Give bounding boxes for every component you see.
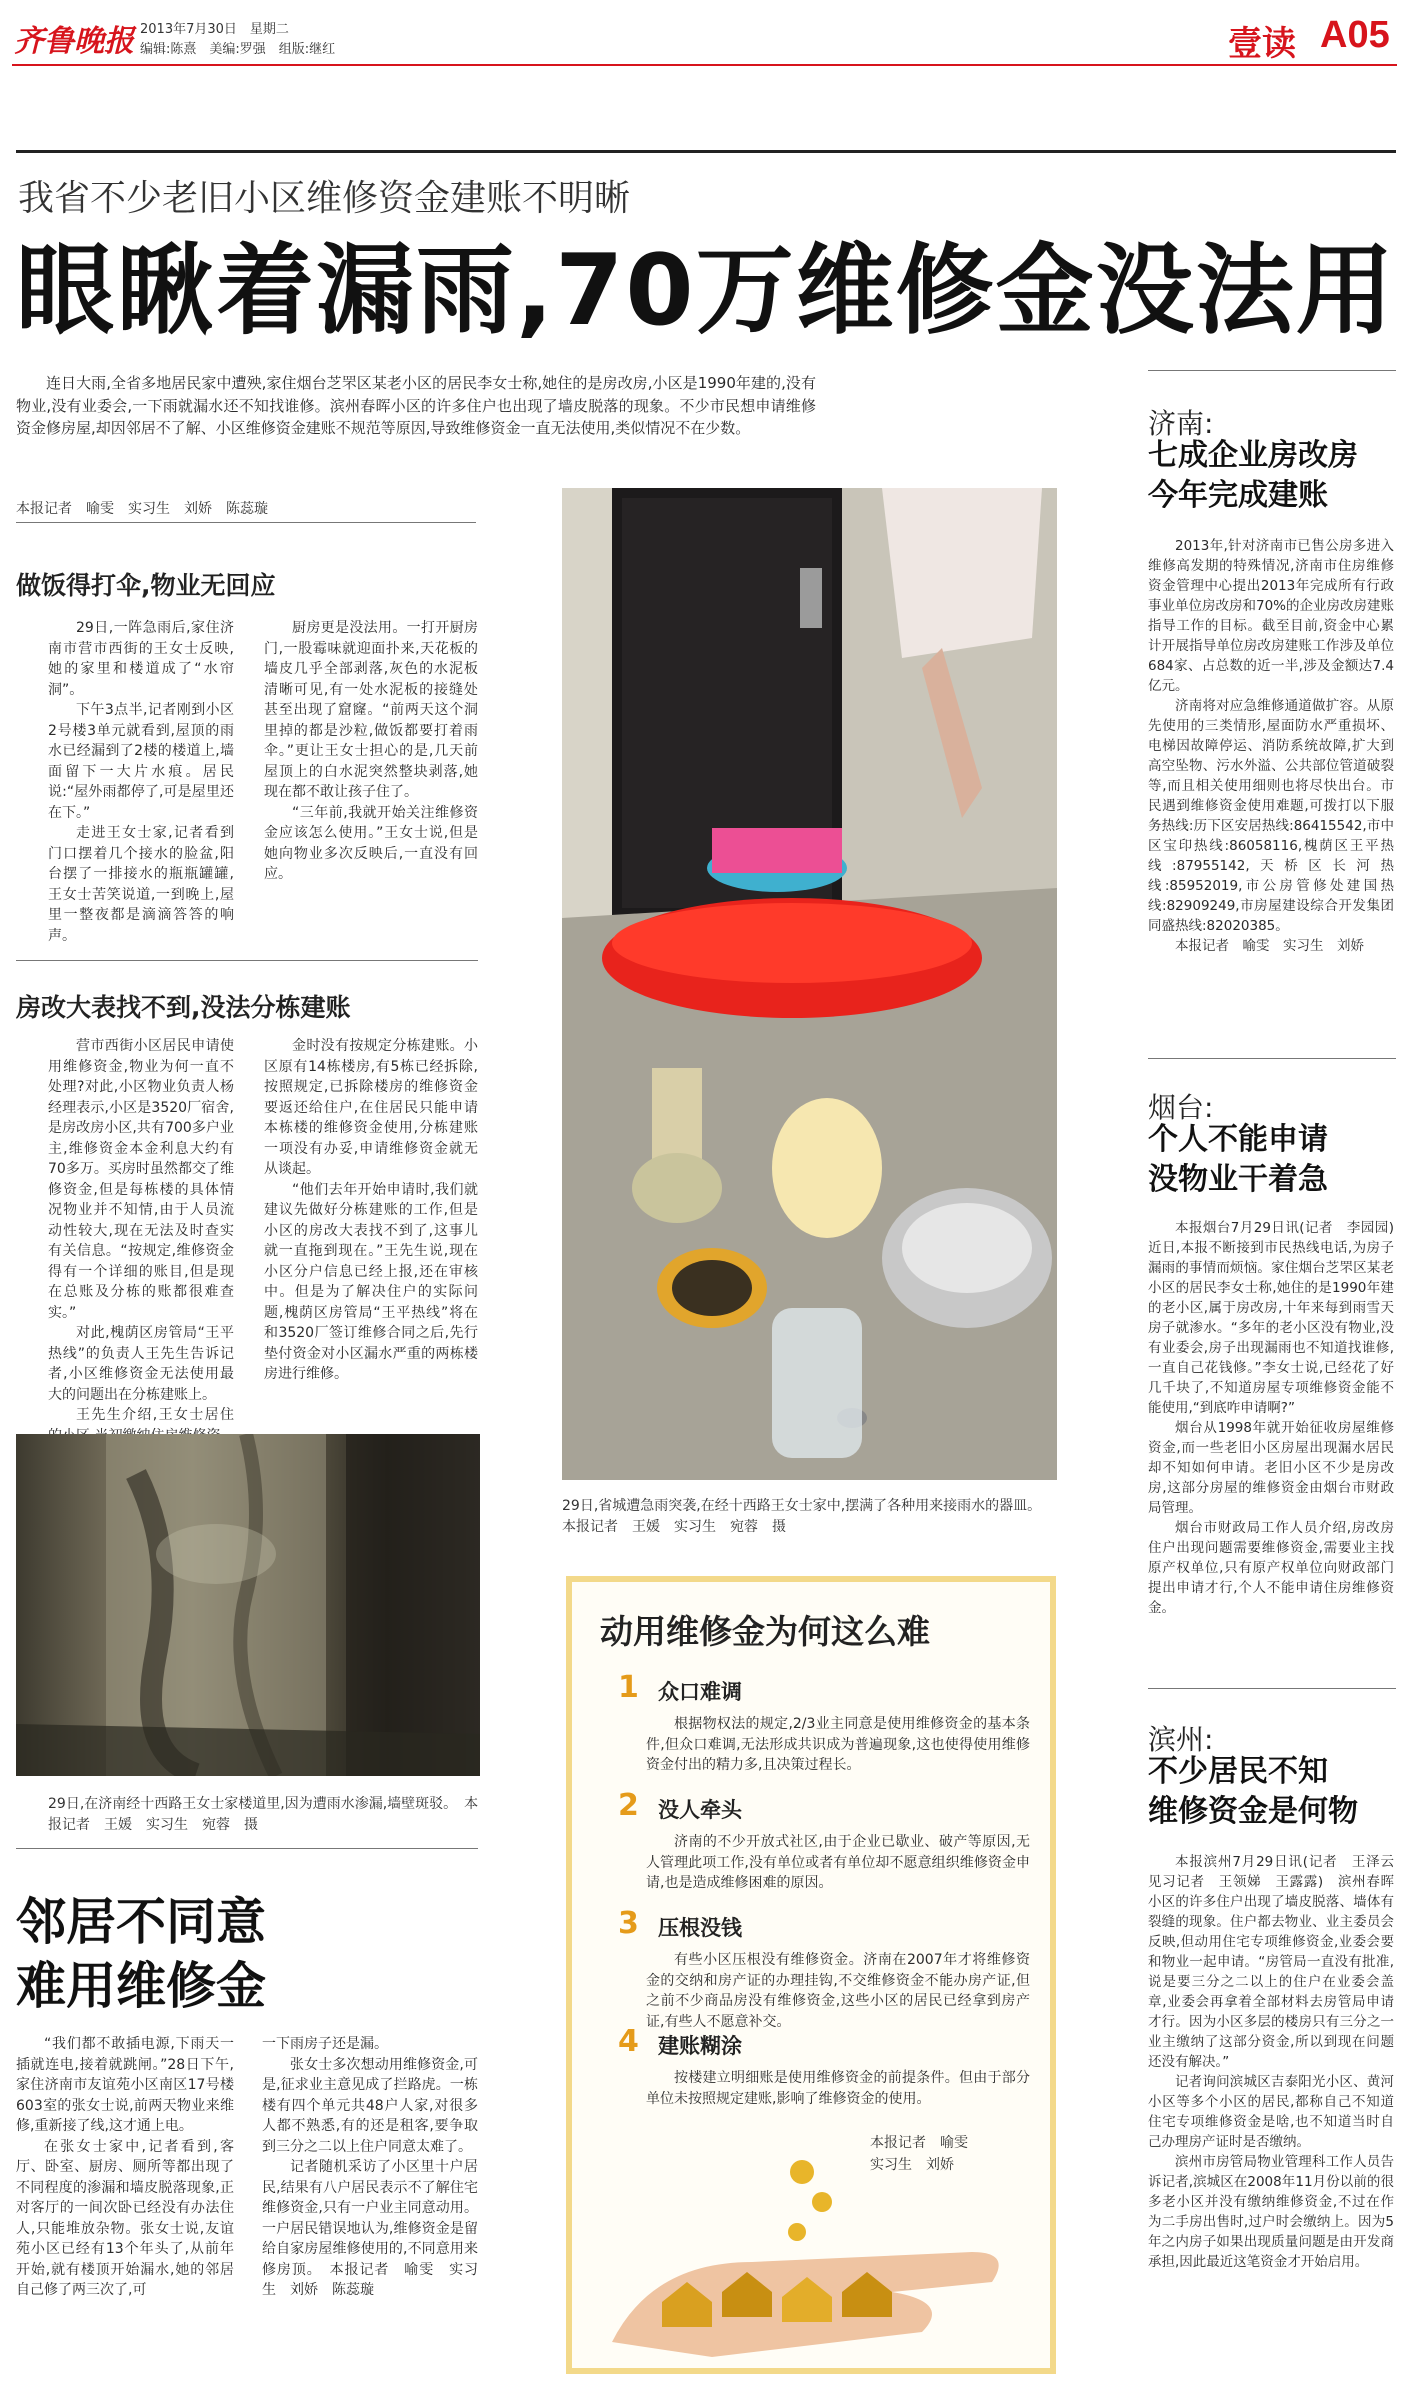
box-byline-2: 实习生 刘娇 bbox=[870, 2157, 954, 2173]
box-item-text bbox=[646, 1714, 1030, 1776]
binzhou-title-line: 不少居民不知 bbox=[1148, 1754, 1328, 1789]
yantai-para: 本报烟台7月29日讯(记者 李园园) 近日,本报不断接到市民热线电话,为房子漏雨的事情而烦恼。家住烟台芝罘区某老小区的居民李女士称,她住的是1990年建的老小区,属于房改房,十年来每到雨雪天房子就渗水。“多年的老小区没有物业,没有业委会,房子出现漏雨也不知道找谁修,一直自己花钱修。”李女士说,已经花了好几千块了,不知道房屋专项维修资金能不能使用,“到底咋申请啊?” bbox=[1148, 1220, 1408, 1416]
binzhou-para: 本报滨州7月29日讯(记者 王泽云 见习记者 王领娣 王露露) 滨州春晖小区的许多住户出现了墙皮脱落、墙体有裂缝的现象。住户都去物业、业主委员会反映,但动用住宅专项维修资金,业委会要和物业一起申请。“房管局一直没有批准,说是要三分之二以上的住户在业委会盖章,业委会再拿着全部材料去房管局申请才行。因为小区多层的楼房只有三分之一业主缴纳了这部分资金,所以到现在问题还没有解决。” bbox=[1148, 1854, 1408, 2070]
binzhou-city: 滨州: bbox=[1148, 1723, 1214, 1756]
caption-rule bbox=[16, 1848, 478, 1849]
photo-center-caption: 29日,省城遭急雨突袭,在经十西路王女士家中,摆满了各种用来接雨水的器皿。 本报记者 王媛 实习生 宛蓉 摄 bbox=[562, 1498, 1049, 1535]
photo-rain-buckets bbox=[562, 488, 1057, 1480]
story1-para: 下午3点半,记者刚到小区2号楼3单元就看到,屋顶的雨水已经漏到了2楼的楼道上,墙面留下一大片水痕。居民说:“屋外雨都停了,可是屋里还在下。” bbox=[48, 702, 234, 821]
jinan-text bbox=[1148, 536, 1394, 956]
box-item-heading: 压根没钱 bbox=[658, 1916, 742, 1940]
jinan-para: 济南将对应急维修通道做扩容。从原先使用的三类情形,屋面防水严重损坏、电梯因故障停运、消防系统故障,扩大到高空坠物、污水外溢、公共部位管道破裂等,而且相关使用细则也将尽快出台。市民遇到维修资金使用难题,可拨打以下服务热线:历下区安居热线:86415542,市中区宝印热线:86058116,槐荫区王平热线:87955142,天桥区长河热线:85952019,市公房管修处建国热线:82909249,市房屋建设综合开发集团同盛热线:82020385。 bbox=[1148, 698, 1394, 934]
binzhou-para: 记者询问滨城区吉泰阳光小区、黄河小区等多个小区的居民,都称自己不知道住宅专项维修资金是啥,也不知道当时自己办理房产证时是否缴纳。 bbox=[1148, 2074, 1394, 2150]
editors-line: 编辑:陈熹 美编:罗强 组版:继红 bbox=[140, 42, 336, 57]
yantai-city: 烟台: bbox=[1148, 1091, 1214, 1124]
story3-para: 记者随机采访了小区里十户居民,结果有八户居民表示不了解住宅维修资金,只有一户业主同意动用。一户居民错误地认为,维修资金是留给自家房屋维修使用的,不同意用来修房顶。 本报记者 喻雯 实习生 刘娇 陈蕊璇 bbox=[262, 2159, 478, 2298]
page-number: A05 bbox=[1320, 14, 1390, 56]
story1-col2 bbox=[264, 618, 478, 885]
box-item-para: 济南的不少开放式社区,由于企业已歇业、破产等原因,无人管理此项工作,没有单位或者有单位却不愿意组织维修资金申请,也是造成维修困难的原因。 bbox=[646, 1834, 1030, 1891]
box-item-para: 根据物权法的规定,2/3业主同意是使用维修资金的基本条件,但众口难调,无法形成共识成为普遍现象,这也使得使用维修资金付出的精力多,且决策过程长。 bbox=[646, 1716, 1030, 1773]
story3-heading bbox=[16, 1890, 266, 2018]
jinan-title bbox=[1148, 436, 1358, 516]
box-item-text bbox=[646, 1832, 1030, 1894]
headline-kicker: 我省不少老旧小区维修资金建账不明晰 bbox=[18, 178, 631, 219]
story2-para: 王先生介绍,王女士居住 bbox=[76, 1407, 234, 1423]
box-item-number: 4 bbox=[618, 2024, 639, 2059]
box-item-number: 2 bbox=[618, 1788, 639, 1823]
box-item-number: 1 bbox=[618, 1670, 639, 1705]
story3-heading-line2: 难用维修金 bbox=[16, 1957, 266, 2015]
story2-heading: 房改大表找不到,没法分栋建账 bbox=[16, 993, 351, 1022]
jinan-city: 济南: bbox=[1148, 407, 1214, 440]
box-item-para: 有些小区压根没有维修资金。济南在2007年才将维修资金的交纳和房产证的办理挂钩,不交维修资金不能办房产证,但之前不少商品房没有维修资金,这些小区的居民已经拿到房产证,有些人不愿意补交。 bbox=[646, 1952, 1030, 2030]
story2-para: 金时没有按规定分栋建账。小区原有14栋楼房,有5栋已经拆除,按照规定,已拆除楼房的维修资金要返还给住户,在住居民只能申请本栋楼的维修资金使用,分栋建账一项没有办妥,申请维修资金就无从谈起。 bbox=[264, 1038, 478, 1177]
story2-para: 营市西街小区居民申请使用维修资金,物业为何一直不处理?对此,小区物业负责人杨经理表示,小区是3520厂宿舍,是房改房小区,共有700多户业主,维修资金本金利息大约有70多万。买房时虽然都交了维修资金,但是每栋楼的具体情况物业并不知情,由于人员流动性较大,现在无法及时查实有关信息。“按规定,维修资金得有一个详细的账目,但是现在总账及分栋的账都很难查实。” bbox=[48, 1038, 234, 1321]
story1-para: 走进王女士家,记者看到门口摆着几个接水的脸盆,阳台摆了一排接水的瓶瓶罐罐,王女士苦笑说道,一到晚上,屋里一整夜都是滴滴答答的响声。 bbox=[48, 825, 234, 944]
story3-col1 bbox=[16, 2034, 234, 2301]
box-byline-1: 本报记者 喻雯 bbox=[870, 2135, 968, 2151]
sidebar-rule bbox=[1148, 1688, 1396, 1689]
box-item-para: 按楼建立明细账是使用维修资金的前提条件。但由于部分单位未按照规定建账,影响了维修资金的使用。 bbox=[646, 2070, 1030, 2107]
yantai-para: 烟台市财政局工作人员介绍,房改房住户出现问题需要维修资金,需要业主找原产权单位,只有原产权单位向财政部门提出申请才行,个人不能申请住房维修资金。 bbox=[1148, 1520, 1394, 1616]
photo-stained-wall bbox=[16, 1434, 480, 1776]
headline-main: 眼瞅着漏雨,70万维修金没法用 bbox=[16, 234, 1396, 348]
section-label: 壹读 bbox=[1228, 24, 1296, 64]
story1-para: 29日,一阵急雨后,家住济南市营市西街的王女士反映,她的家里和楼道成了“水帘洞”。 bbox=[48, 620, 234, 698]
lead-byline: 本报记者 喻雯 实习生 刘娇 陈蕊璇 bbox=[16, 501, 268, 517]
jinan-title-line: 七成企业房改房 bbox=[1148, 438, 1358, 473]
yantai-title-line: 个人不能申请 bbox=[1148, 1122, 1328, 1157]
binzhou-title bbox=[1148, 1752, 1358, 1832]
binzhou-text bbox=[1148, 1852, 1408, 2272]
yantai-text bbox=[1148, 1218, 1408, 1618]
story2-col2 bbox=[264, 1036, 478, 1385]
box-item-heading: 众口难调 bbox=[658, 1680, 742, 1704]
box-item-text bbox=[646, 2068, 1030, 2109]
paper-logo: 齐鲁晚报 bbox=[14, 24, 134, 59]
story1-heading: 做饭得打伞,物业无回应 bbox=[16, 571, 276, 600]
lead-rule bbox=[16, 522, 476, 523]
lead-text bbox=[16, 372, 816, 440]
date-line: 2013年7月30日 星期二 bbox=[140, 22, 289, 37]
story1-col1 bbox=[48, 618, 234, 946]
sidebar-top-rule bbox=[1148, 370, 1396, 371]
story2-col1 bbox=[48, 1036, 234, 1446]
story1-para: 厨房更是没法用。一打开厨房门,一股霉味就迎面扑来,天花板的墙皮几乎全部剥落,灰色的水泥板清晰可见,有一处水泥板的接缝处甚至出现了窟窿。“前两天这个洞里掉的都是沙粒,做饭都要打着雨伞。”更让王女士担心的是,几天前屋顶上的白水泥突然整块剥落,她现在都不敢让孩子住了。 bbox=[264, 620, 478, 800]
lead-paragraph: 连日大雨,全省多地居民家中遭殃,家住烟台芝罘区某老小区的居民李女士称,她住的是房改房,小区是1990年建的,没有物业,没有业委会,一下雨就漏水还不知找谁修。滨州春晖小区的许多住户也出现了墙皮脱落的现象。不少市民想申请维修资金修房屋,却因邻居不了解、小区维修资金建账不规范等原因,导致维修资金一直无法使用,类似情况不在少数。 bbox=[16, 374, 816, 437]
jinan-title-line: 今年完成建账 bbox=[1148, 478, 1328, 513]
headline-rule bbox=[16, 150, 1396, 153]
jinan-para: 2013年,针对济南市已售公房多进入维修高发期的特殊情况,济南市住房维修资金管理中心提出2013年完成所有行政事业单位房改房和70%的企业房改房建账指导工作的目标。截至目前,资金中心累计开展指导单位房改房建账工作涉及单位684家、占总数的近一半,涉及金额达7.4亿元。 bbox=[1148, 538, 1395, 694]
yantai-para: 烟台从1998年就开始征收房屋维修资金,而一些老旧小区房屋出现漏水居民却不知如何申请。老旧小区不少是房改房,这部分房屋的维修资金由烟台市财政局管理。 bbox=[1148, 1420, 1394, 1516]
story3-para: 一下雨房子还是漏。 bbox=[262, 2036, 388, 2052]
masthead bbox=[0, 0, 1409, 70]
story1-rule bbox=[16, 960, 478, 961]
story1-para: “三年前,我就开始关注维修资金应该怎么使用。”王女士说,但是她向物业多次反映后,一直没有回应。 bbox=[264, 804, 478, 882]
rain-buckets-image bbox=[562, 488, 1057, 1480]
photo-left-caption: 29日,在济南经十西路王女士家楼道里,因为遭雨水渗漏,墙壁斑驳。 本报记者 王媛 实习生 宛蓉 摄 bbox=[48, 1796, 479, 1833]
yantai-title bbox=[1148, 1120, 1328, 1200]
yantai-title-line: 没物业干着急 bbox=[1148, 1162, 1328, 1197]
story3-col2 bbox=[262, 2034, 478, 2301]
stained-wall-image bbox=[16, 1434, 480, 1776]
info-box bbox=[566, 1576, 1056, 2374]
box-item-heading: 建账糊涂 bbox=[658, 2034, 742, 2058]
jinan-para: 本报记者 喻雯 实习生 刘娇 bbox=[1175, 938, 1364, 954]
story2-para: “他们去年开始申请时,我们就建议先做好分栋建账的工作,但是小区的房改大表找不到了,这事儿就一直拖到现在。”王先生说,现在小区分户信息已经上报,还在审核中。但是为了解决住户的实际问题,槐荫区房管局“王平热线”将在和3520厂签订维修合同之后,先行垫付资金对小区漏水严重的两栋楼房进行维修。 bbox=[264, 1181, 478, 1382]
box-item-text bbox=[646, 1950, 1030, 2032]
box-item-number: 3 bbox=[618, 1906, 639, 1941]
masthead-rule bbox=[12, 64, 1397, 66]
sidebar-rule bbox=[1148, 1058, 1396, 1059]
story2-para: 对此,槐荫区房管局“王平热线”的负责人王先生告诉记者,小区维修资金无法使用最大的问题出在分栋建账上。 bbox=[48, 1325, 234, 1403]
box-title: 动用维修金为何这么难 bbox=[600, 1612, 930, 1651]
story3-para: 张女士多次想动用维修资金,可是,征求业主意见成了拦路虎。一栋楼有四个单元共48户人家,对很多人都不熟悉,有的还是租客,要争取到三分之二以上住户同意太难了。 bbox=[262, 2056, 478, 2155]
binzhou-title-line: 维修资金是何物 bbox=[1148, 1794, 1358, 1829]
story3-para: “我们都不敢插电源,下雨天一插就连电,接着就跳闸。”28日下午,家住济南市友谊苑小区南区17号楼603室的张女士说,前两天物业来维修,重新接了线,这才通上电。 bbox=[16, 2036, 234, 2134]
binzhou-para: 滨州市房管局物业管理科工作人员告诉记者,滨城区在2008年11月份以前的很多老小区并没有缴纳维修资金,不过在作为二手房出售时,过户时会缴纳上。因为5年之内房子如果出现质量问题是由开发商承担,因此最近这笔资金才开始启用。 bbox=[1148, 2154, 1394, 2270]
story3-heading-line1: 邻居不同意 bbox=[16, 1893, 266, 1951]
story3-para: 在张女士家中,记者看到,客厅、卧室、厨房、厕所等都出现了不同程度的渗漏和墙皮脱落现象,正对客厅的一间次卧已经没有办法住人,只能堆放杂物。张女士说,友谊苑小区已经有13个年头了,从前年开始,就有楼顶开始漏水,她的邻居自己修了两三次了,可 bbox=[16, 2138, 234, 2298]
hand-coins-illustration bbox=[592, 2142, 1032, 2362]
box-item-heading: 没人牵头 bbox=[658, 1798, 742, 1822]
